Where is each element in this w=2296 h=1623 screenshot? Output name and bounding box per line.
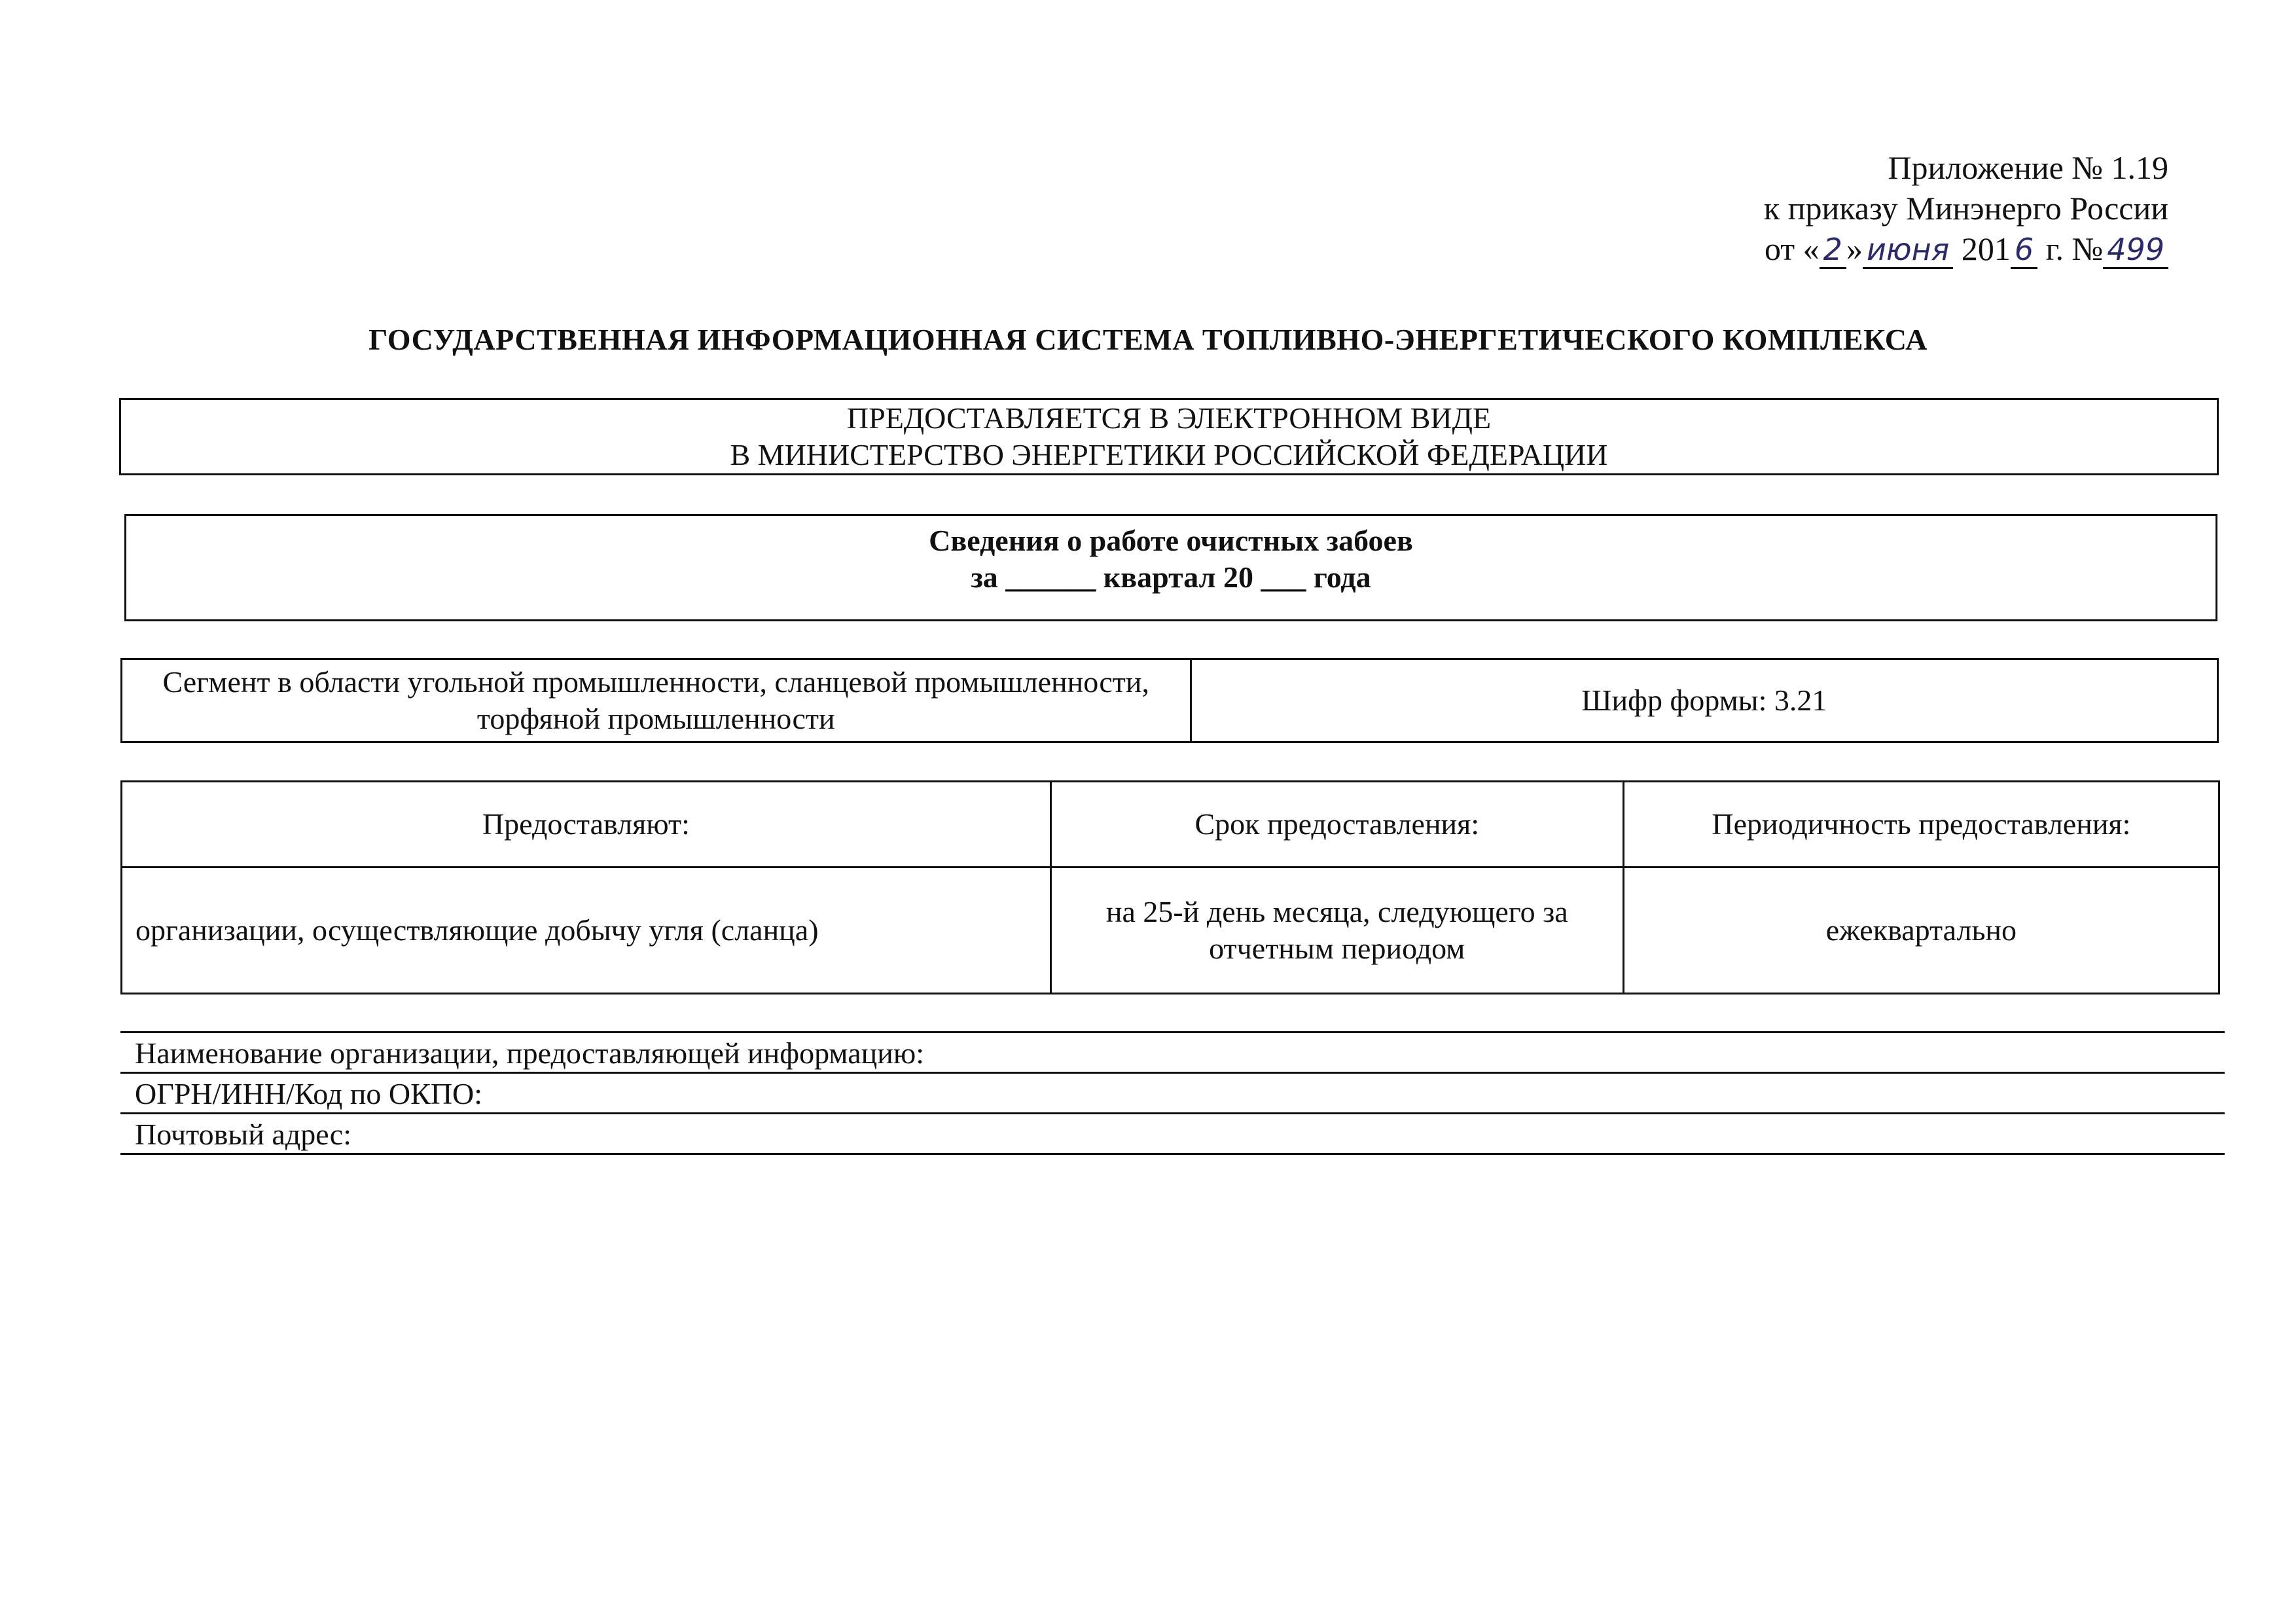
appendix-order-date: [1764, 228, 2168, 270]
header-frequency: Периодичность предоставления:: [1623, 782, 2219, 867]
quote-close: »: [1846, 230, 1863, 267]
header-deadline: Срок предоставления:: [1050, 782, 1623, 867]
segment-text: Сегмент в области угольной промышленности, сланцевой промышленности, торфяной промышленности: [122, 659, 1191, 742]
year-suffix: г. №: [2037, 230, 2104, 267]
cell-submitters: организации, осуществляющие добычу угля (сланца): [122, 867, 1051, 994]
report-title: Сведения о работе очистных забоев: [929, 524, 1413, 557]
year-prefix: 201: [1953, 230, 2011, 267]
appendix-order-ref: к приказу Минэнерго России: [1763, 190, 2168, 227]
segment-table: [120, 658, 2219, 743]
submission-notice-line2: В МИНИСТЕРСТВО ЭНЕРГЕТИКИ РОССИЙСКОЙ ФЕДЕРАЦИИ: [730, 438, 1608, 471]
report-title-box: [124, 514, 2217, 621]
segment-row: [122, 659, 2218, 742]
from-prefix: от «: [1764, 230, 1820, 267]
organization-name-field: Наименование организации, предоставляющей информацию:: [120, 1033, 2225, 1074]
handwritten-year-digit: 6: [2011, 232, 2037, 269]
table-row: [122, 867, 2219, 994]
handwritten-day: 2: [1820, 232, 1846, 269]
submission-info-table: [120, 780, 2220, 994]
table-header-row: [122, 782, 2219, 867]
report-period: за ______ квартал 20 ___ года: [971, 560, 1371, 594]
header-submitters: Предоставляют:: [122, 782, 1051, 867]
organization-fields: [120, 1031, 2225, 1155]
handwritten-month: июня: [1863, 232, 1953, 269]
appendix-number: Приложение № 1.19: [1888, 149, 2168, 186]
postal-address-field: Почтовый адрес:: [120, 1114, 2225, 1155]
submission-notice-box: [119, 398, 2219, 475]
cell-frequency: ежеквартально: [1623, 867, 2219, 994]
cell-deadline: на 25-й день месяца, следующего за отчетным периодом: [1050, 867, 1623, 994]
ogrn-inn-okpo-field: ОГРН/ИНН/Код по ОКПО:: [120, 1074, 2225, 1114]
submission-notice-line1: ПРЕДОСТАВЛЯЕТСЯ В ЭЛЕКТРОННОМ ВИДЕ: [846, 401, 1492, 435]
form-code: Шифр формы: 3.21: [1191, 659, 2217, 742]
handwritten-order-number: 499: [2103, 232, 2168, 269]
document-title: ГОСУДАРСТВЕННАЯ ИНФОРМАЦИОННАЯ СИСТЕМА ТОПЛИВНО-ЭНЕРГЕТИЧЕСКОГО КОМПЛЕКСА: [368, 323, 1928, 356]
appendix-header: [1764, 147, 2168, 270]
